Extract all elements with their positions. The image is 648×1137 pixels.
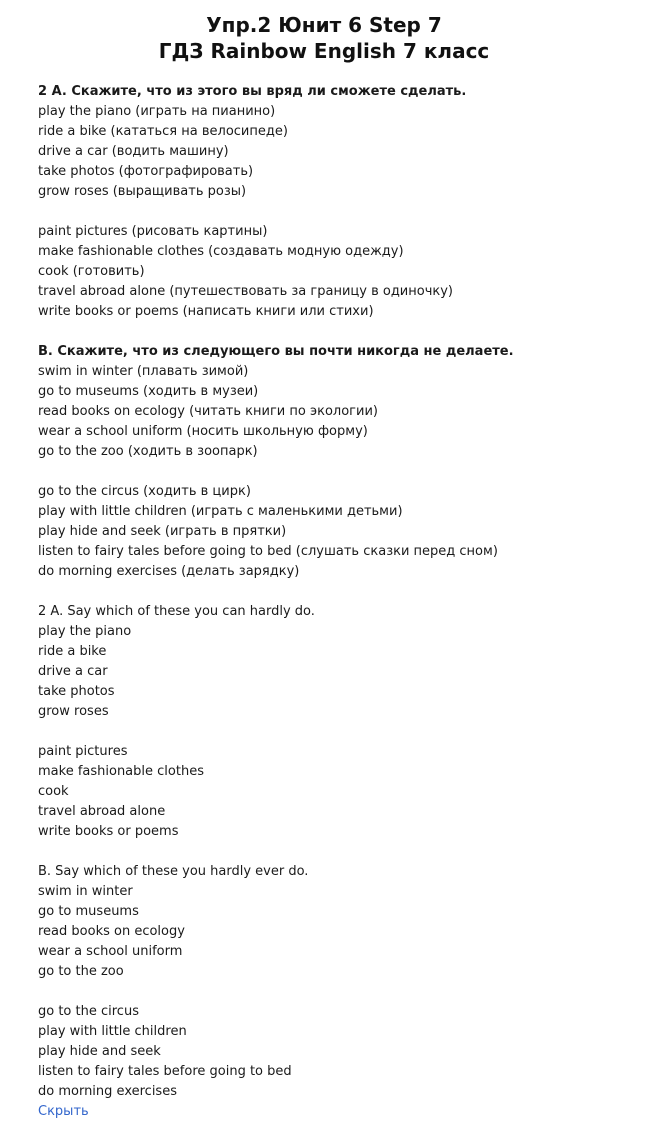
list-item: play the piano [38, 624, 132, 639]
list-item: play with little children (играть с маленькими детьми) [38, 504, 403, 519]
section-spacer [38, 582, 638, 602]
list-item: grow roses [38, 704, 109, 719]
section-spacer [38, 322, 638, 342]
list-item: read books on ecology [38, 924, 185, 939]
list-item: paint pictures [38, 744, 128, 759]
group-spacer [38, 982, 638, 1002]
list-item: go to museums [38, 904, 139, 919]
list-item: swim in winter (плавать зимой) [38, 364, 249, 379]
list-item: paint pictures (рисовать картины) [38, 224, 268, 239]
list-item: do morning exercises (делать зарядку) [38, 564, 300, 579]
exercise-section [38, 862, 638, 1102]
exercise-section [38, 82, 638, 322]
list-item: play hide and seek [38, 1044, 161, 1059]
list-item: ride a bike (кататься на велосипеде) [38, 124, 288, 139]
page-title-line1: Упр.2 Юнит 6 Step 7 [206, 13, 442, 37]
list-item: play the piano (играть на пианино) [38, 104, 276, 119]
list-item: go to the circus (ходить в цирк) [38, 484, 251, 499]
group-spacer [38, 202, 638, 222]
list-item: listen to fairy tales before going to bed (слушать сказки перед сном) [38, 544, 498, 559]
section-heading: 2 A. Скажите, что из этого вы вряд ли сможете сделать. [38, 84, 467, 99]
list-item: drive a car [38, 664, 108, 679]
group-spacer [38, 722, 638, 742]
list-item: grow roses (выращивать розы) [38, 184, 247, 199]
list-item: go to the zoo (ходить в зоопарк) [38, 444, 258, 459]
list-item: write books or poems (написать книги или стихи) [38, 304, 374, 319]
list-item: take photos (фотографировать) [38, 164, 254, 179]
list-item: drive a car (водить машину) [38, 144, 229, 159]
list-item: swim in winter [38, 884, 133, 899]
list-item: read books on ecology (читать книги по экологии) [38, 404, 378, 419]
list-item: go to museums (ходить в музеи) [38, 384, 259, 399]
group-spacer [38, 462, 638, 482]
list-item: cook (готовить) [38, 264, 145, 279]
list-item: ride a bike [38, 644, 107, 659]
section-heading: 2 A. Say which of these you can hardly do. [38, 604, 315, 619]
list-item: travel abroad alone [38, 804, 166, 819]
list-item: wear a school uniform (носить школьную форму) [38, 424, 368, 439]
hide-answer-link[interactable]: Скрыть [38, 1104, 89, 1119]
list-item: cook [38, 784, 69, 799]
list-item: make fashionable clothes [38, 764, 204, 779]
list-item: make fashionable clothes (создавать модную одежду) [38, 244, 404, 259]
section-heading: B. Скажите, что из следующего вы почти никогда не делаете. [38, 344, 514, 359]
list-item: play with little children [38, 1024, 187, 1039]
list-item: write books or poems [38, 824, 179, 839]
list-item: go to the zoo [38, 964, 124, 979]
page-title-line2: ГДЗ Rainbow English 7 класс [158, 39, 490, 63]
section-heading: B. Say which of these you hardly ever do. [38, 864, 309, 879]
exercise-section [38, 602, 638, 842]
list-item: take photos [38, 684, 115, 699]
list-item: listen to fairy tales before going to bed [38, 1064, 292, 1079]
exercise-section [38, 342, 638, 582]
page-title [0, 0, 648, 64]
list-item: wear a school uniform [38, 944, 183, 959]
list-item: travel abroad alone (путешествовать за границу в одиночку) [38, 284, 454, 299]
list-item: go to the circus [38, 1004, 139, 1019]
section-spacer [38, 842, 638, 862]
list-item: play hide and seek (играть в прятки) [38, 524, 287, 539]
answer-content [38, 82, 638, 1122]
list-item: do morning exercises [38, 1084, 177, 1099]
